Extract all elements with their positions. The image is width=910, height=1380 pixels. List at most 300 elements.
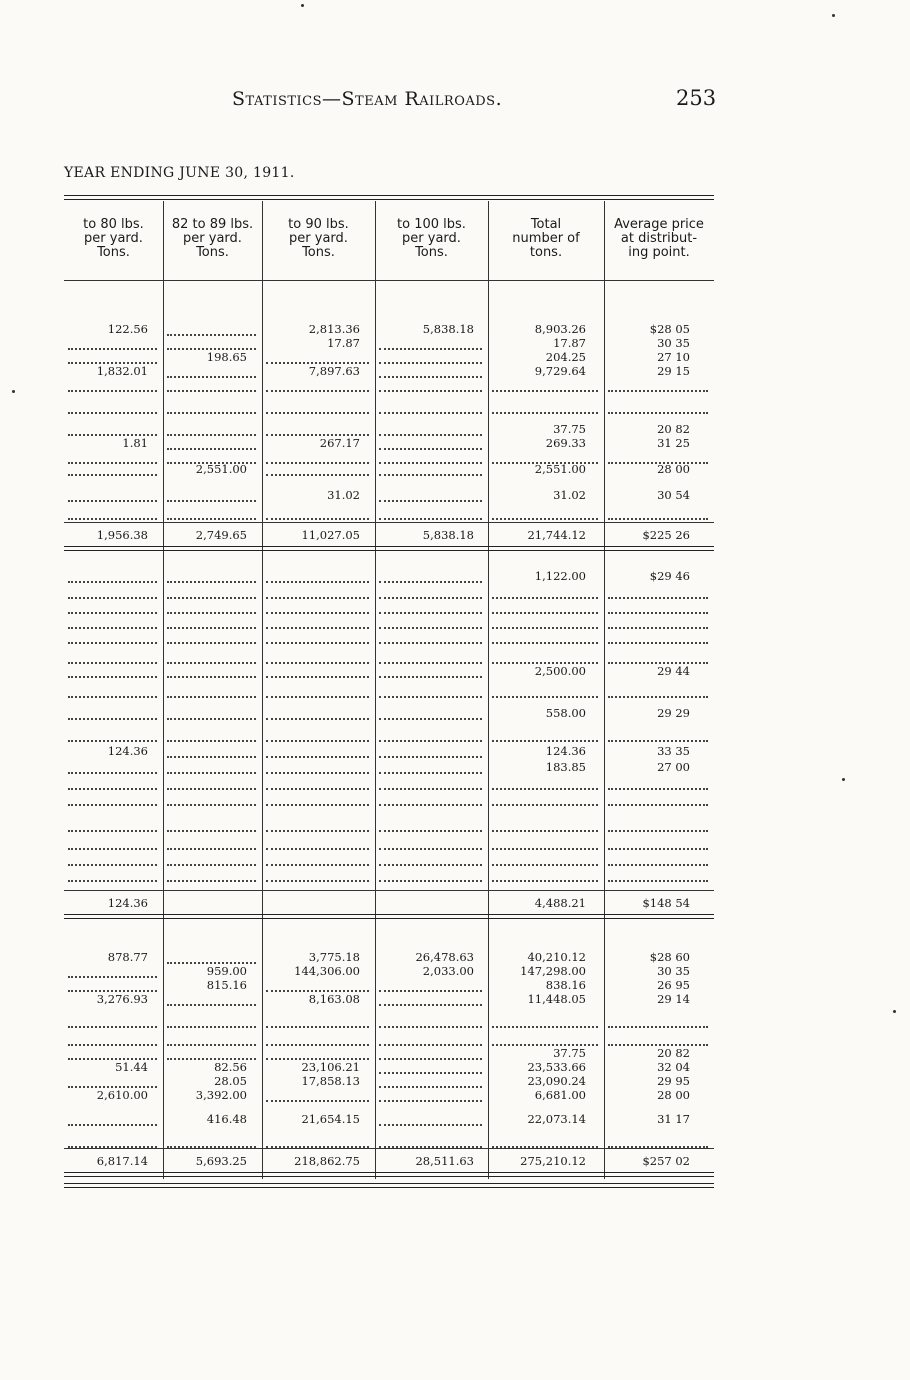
table-cell: 17.87 bbox=[327, 336, 360, 350]
printing-speck bbox=[832, 14, 835, 17]
table-cell: 26 95 bbox=[657, 978, 690, 992]
leader-dots bbox=[492, 508, 598, 520]
leader-dots bbox=[379, 778, 482, 790]
leader-dots bbox=[492, 1136, 598, 1148]
leader-dots bbox=[379, 352, 482, 364]
leader-dots bbox=[379, 632, 482, 644]
leader-dots bbox=[167, 730, 256, 742]
leader-dots bbox=[266, 1136, 369, 1148]
leader-dots bbox=[379, 730, 482, 742]
table-cell: 3,276.93 bbox=[96, 992, 148, 1006]
column-header-line: tons. bbox=[529, 245, 563, 260]
column-header-line: per yard. bbox=[289, 231, 348, 246]
total-cell: $257 02 bbox=[642, 1154, 690, 1168]
table-cell: 17,858.13 bbox=[301, 1074, 360, 1088]
leader-dots bbox=[167, 994, 256, 1006]
leader-dots bbox=[167, 571, 256, 583]
leader-dots bbox=[266, 352, 369, 364]
table-cell: 31 25 bbox=[657, 436, 690, 450]
leader-dots bbox=[379, 380, 482, 392]
table-cell: 2,500.00 bbox=[534, 664, 586, 678]
leader-dots bbox=[379, 617, 482, 629]
table-cell: 815.16 bbox=[206, 978, 247, 992]
leader-dots bbox=[379, 1076, 482, 1088]
leader-dots bbox=[608, 617, 708, 629]
table-cell: 3,775.18 bbox=[308, 950, 360, 964]
page-number: 253 bbox=[676, 86, 717, 110]
leader-dots bbox=[266, 464, 369, 476]
bottom-double-rule bbox=[64, 1183, 714, 1188]
leader-dots bbox=[167, 424, 256, 436]
leader-dots bbox=[167, 508, 256, 520]
column-header-line: to 80 lbs. bbox=[83, 217, 144, 232]
table-cell: 23,106.21 bbox=[301, 1060, 360, 1074]
leader-dots bbox=[167, 666, 256, 678]
column-header-line: per yard. bbox=[84, 231, 143, 246]
leader-dots bbox=[379, 571, 482, 583]
leader-dots bbox=[68, 632, 157, 644]
leader-dots bbox=[266, 1016, 369, 1028]
table-cell: 3,392.00 bbox=[195, 1088, 247, 1102]
leader-dots bbox=[266, 708, 369, 720]
leader-dots bbox=[492, 686, 598, 698]
top-double-rule bbox=[64, 195, 714, 200]
column-header bbox=[375, 218, 488, 260]
subtotal-double-rule bbox=[64, 546, 714, 551]
leader-dots bbox=[68, 1016, 157, 1028]
leader-dots bbox=[266, 730, 369, 742]
leader-dots bbox=[492, 632, 598, 644]
subtotal-rule bbox=[64, 522, 714, 523]
leader-dots bbox=[266, 778, 369, 790]
leader-dots bbox=[68, 464, 157, 476]
leader-dots bbox=[379, 980, 482, 992]
table-cell: 147,298.00 bbox=[520, 964, 586, 978]
leader-dots bbox=[379, 994, 482, 1006]
table-cell: 29 15 bbox=[657, 364, 690, 378]
leader-dots bbox=[68, 708, 157, 720]
total-cell: 11,027.05 bbox=[301, 528, 360, 542]
table-cell: 28.05 bbox=[214, 1074, 247, 1088]
leader-dots bbox=[608, 380, 708, 392]
leader-dots bbox=[68, 652, 157, 664]
leader-dots bbox=[68, 602, 157, 614]
table-cell: 269.33 bbox=[545, 436, 586, 450]
column-header-line: 82 to 89 lbs. bbox=[171, 217, 254, 232]
table-cell: 9,729.64 bbox=[534, 364, 586, 378]
leader-dots bbox=[68, 1114, 157, 1126]
leader-dots bbox=[167, 952, 256, 964]
leader-dots bbox=[492, 587, 598, 599]
leader-dots bbox=[379, 652, 482, 664]
leader-dots bbox=[68, 402, 157, 414]
leader-dots bbox=[167, 324, 256, 336]
leader-dots bbox=[167, 820, 256, 832]
leader-dots bbox=[266, 838, 369, 850]
table-cell: $28 05 bbox=[649, 322, 690, 336]
table-cell: 40,210.12 bbox=[527, 950, 586, 964]
table-cell: 82.56 bbox=[214, 1060, 247, 1074]
leader-dots bbox=[266, 452, 369, 464]
leader-dots bbox=[379, 854, 482, 866]
leader-dots bbox=[266, 571, 369, 583]
table-cell: 30 35 bbox=[657, 964, 690, 978]
column-header-line: Tons. bbox=[415, 245, 448, 260]
leader-dots bbox=[68, 794, 157, 806]
table-cell: 28 00 bbox=[657, 1088, 690, 1102]
leader-dots bbox=[608, 838, 708, 850]
leader-dots bbox=[379, 366, 482, 378]
leader-dots bbox=[167, 338, 256, 350]
leader-dots bbox=[68, 778, 157, 790]
leader-dots bbox=[379, 402, 482, 414]
total-cell: 2,749.65 bbox=[195, 528, 247, 542]
leader-dots bbox=[608, 1136, 708, 1148]
leader-dots bbox=[68, 980, 157, 992]
leader-dots bbox=[266, 508, 369, 520]
leader-dots bbox=[266, 762, 369, 774]
leader-dots bbox=[492, 838, 598, 850]
table-cell: 8,163.08 bbox=[308, 992, 360, 1006]
column-divider bbox=[604, 201, 605, 1179]
column-header-line: Tons. bbox=[302, 245, 335, 260]
leader-dots bbox=[167, 870, 256, 882]
leader-dots bbox=[167, 587, 256, 599]
leader-dots bbox=[266, 666, 369, 678]
column-header bbox=[64, 218, 163, 260]
leader-dots bbox=[492, 778, 598, 790]
leader-dots bbox=[68, 854, 157, 866]
printing-speck bbox=[301, 4, 304, 7]
leader-dots bbox=[167, 762, 256, 774]
table-cell: 838.16 bbox=[545, 978, 586, 992]
column-header-line: Total bbox=[530, 217, 562, 232]
table-cell: 204.25 bbox=[545, 350, 586, 364]
table-cell: 124.36 bbox=[545, 744, 586, 758]
table-cell: 29 44 bbox=[657, 664, 690, 678]
leader-dots bbox=[266, 652, 369, 664]
table-cell: 27 10 bbox=[657, 350, 690, 364]
leader-dots bbox=[379, 820, 482, 832]
leader-dots bbox=[379, 838, 482, 850]
leader-dots bbox=[379, 1062, 482, 1074]
column-header-line: to 90 lbs. bbox=[288, 217, 349, 232]
leader-dots bbox=[68, 490, 157, 502]
leader-dots bbox=[266, 686, 369, 698]
leader-dots bbox=[167, 1048, 256, 1060]
leader-dots bbox=[379, 338, 482, 350]
leader-dots bbox=[379, 1048, 482, 1060]
leader-dots bbox=[266, 380, 369, 392]
leader-dots bbox=[379, 602, 482, 614]
column-header bbox=[604, 218, 714, 260]
leader-dots bbox=[608, 686, 708, 698]
table-cell: 29 29 bbox=[657, 706, 690, 720]
table-cell: 28 00 bbox=[657, 462, 690, 476]
total-cell: 5,693.25 bbox=[195, 1154, 247, 1168]
table-cell: 1,832.01 bbox=[96, 364, 148, 378]
table-cell: 2,813.36 bbox=[308, 322, 360, 336]
leader-dots bbox=[379, 490, 482, 502]
table-cell: 267.17 bbox=[319, 436, 360, 450]
leader-dots bbox=[68, 338, 157, 350]
leader-dots bbox=[266, 746, 369, 758]
column-header-line: to 100 lbs. bbox=[397, 217, 466, 232]
table-cell: 1.81 bbox=[122, 436, 148, 450]
table-cell: 26,478.63 bbox=[415, 950, 474, 964]
leader-dots bbox=[379, 686, 482, 698]
column-header-line: Average price bbox=[614, 217, 704, 232]
leader-dots bbox=[492, 870, 598, 882]
leader-dots bbox=[68, 820, 157, 832]
leader-dots bbox=[608, 632, 708, 644]
table-cell: 959.00 bbox=[206, 964, 247, 978]
table-cell: 23,090.24 bbox=[527, 1074, 586, 1088]
leader-dots bbox=[379, 587, 482, 599]
leader-dots bbox=[68, 1034, 157, 1046]
column-header-line: Tons. bbox=[196, 245, 229, 260]
leader-dots bbox=[608, 587, 708, 599]
leader-dots bbox=[266, 632, 369, 644]
total-cell: 1,956.38 bbox=[96, 528, 148, 542]
column-header-line: Tons. bbox=[97, 245, 130, 260]
total-cell: 124.36 bbox=[107, 896, 148, 910]
running-head-title: Statistics—Steam Railroads. bbox=[232, 88, 503, 110]
leader-dots bbox=[68, 730, 157, 742]
leader-dots bbox=[492, 794, 598, 806]
leader-dots bbox=[266, 587, 369, 599]
table-cell: 17.87 bbox=[553, 336, 586, 350]
leader-dots bbox=[167, 617, 256, 629]
table-cell: 22,073.14 bbox=[527, 1112, 586, 1126]
leader-dots bbox=[68, 966, 157, 978]
leader-dots bbox=[68, 617, 157, 629]
leader-dots bbox=[608, 1034, 708, 1046]
table-cell: 31.02 bbox=[553, 488, 586, 502]
leader-dots bbox=[167, 1034, 256, 1046]
column-header-line: at distribut- bbox=[620, 231, 698, 246]
leader-dots bbox=[266, 1034, 369, 1046]
printing-speck bbox=[12, 390, 15, 393]
table-cell: 30 54 bbox=[657, 488, 690, 502]
subtotal-double-rule bbox=[64, 914, 714, 919]
table-cell: $29 46 bbox=[649, 569, 690, 583]
header-rule bbox=[64, 280, 714, 281]
column-divider bbox=[488, 201, 489, 1179]
leader-dots bbox=[167, 778, 256, 790]
total-cell: 4,488.21 bbox=[534, 896, 586, 910]
leader-dots bbox=[167, 838, 256, 850]
table-cell: 5,838.18 bbox=[422, 322, 474, 336]
total-cell: $148 54 bbox=[642, 896, 690, 910]
table-cell: 21,654.15 bbox=[301, 1112, 360, 1126]
table-cell: 2,033.00 bbox=[422, 964, 474, 978]
leader-dots bbox=[167, 632, 256, 644]
leader-dots bbox=[68, 762, 157, 774]
leader-dots bbox=[167, 794, 256, 806]
table-subtitle: YEAR ENDING JUNE 30, 1911. bbox=[64, 165, 295, 181]
leader-dots bbox=[266, 424, 369, 436]
subtotal-rule bbox=[64, 1148, 714, 1149]
leader-dots bbox=[68, 1136, 157, 1148]
table-cell: 198.65 bbox=[206, 350, 247, 364]
subtotal-rule bbox=[64, 890, 714, 891]
table-cell: 32 04 bbox=[657, 1060, 690, 1074]
column-header bbox=[163, 218, 262, 260]
table-cell: 27 00 bbox=[657, 760, 690, 774]
leader-dots bbox=[608, 778, 708, 790]
leader-dots bbox=[266, 1048, 369, 1060]
table-cell: 416.48 bbox=[206, 1112, 247, 1126]
table-cell: 2,551.00 bbox=[534, 462, 586, 476]
table-cell: 37.75 bbox=[553, 1046, 586, 1060]
table-cell: 2,551.00 bbox=[195, 462, 247, 476]
leader-dots bbox=[266, 980, 369, 992]
table-cell: 33 35 bbox=[657, 744, 690, 758]
leader-dots bbox=[266, 402, 369, 414]
leader-dots bbox=[68, 686, 157, 698]
table-cell: 51.44 bbox=[115, 1060, 148, 1074]
column-header bbox=[262, 218, 375, 260]
table-cell: 878.77 bbox=[107, 950, 148, 964]
table-cell: 558.00 bbox=[545, 706, 586, 720]
leader-dots bbox=[379, 424, 482, 436]
table-cell: 29 95 bbox=[657, 1074, 690, 1088]
leader-dots bbox=[68, 587, 157, 599]
leader-dots bbox=[492, 1034, 598, 1046]
leader-dots bbox=[167, 686, 256, 698]
leader-dots bbox=[492, 820, 598, 832]
column-divider bbox=[163, 201, 164, 1179]
column-header-line: per yard. bbox=[183, 231, 242, 246]
leader-dots bbox=[492, 617, 598, 629]
leader-dots bbox=[68, 452, 157, 464]
leader-dots bbox=[266, 794, 369, 806]
total-cell: 21,744.12 bbox=[527, 528, 586, 542]
leader-dots bbox=[379, 508, 482, 520]
leader-dots bbox=[379, 1136, 482, 1148]
leader-dots bbox=[379, 452, 482, 464]
leader-dots bbox=[608, 508, 708, 520]
leader-dots bbox=[492, 652, 598, 664]
column-divider bbox=[262, 201, 263, 1179]
leader-dots bbox=[608, 870, 708, 882]
total-cell: 6,817.14 bbox=[96, 1154, 148, 1168]
column-header-line: per yard. bbox=[402, 231, 461, 246]
printing-speck bbox=[842, 778, 845, 781]
table-cell: 11,448.05 bbox=[527, 992, 586, 1006]
table-cell: 2,610.00 bbox=[96, 1088, 148, 1102]
total-cell: 275,210.12 bbox=[520, 1154, 586, 1168]
total-cell: 28,511.63 bbox=[415, 1154, 474, 1168]
total-cell: 218,862.75 bbox=[294, 1154, 360, 1168]
leader-dots bbox=[379, 464, 482, 476]
leader-dots bbox=[266, 854, 369, 866]
leader-dots bbox=[379, 1114, 482, 1126]
total-cell: $225 26 bbox=[642, 528, 690, 542]
subtotal-double-rule bbox=[64, 1172, 714, 1177]
table-cell: 23,533.66 bbox=[527, 1060, 586, 1074]
leader-dots bbox=[266, 820, 369, 832]
leader-dots bbox=[68, 1076, 157, 1088]
column-divider bbox=[375, 201, 376, 1179]
leader-dots bbox=[167, 708, 256, 720]
leader-dots bbox=[492, 402, 598, 414]
leader-dots bbox=[167, 652, 256, 664]
table-cell: 29 14 bbox=[657, 992, 690, 1006]
leader-dots bbox=[492, 730, 598, 742]
leader-dots bbox=[379, 794, 482, 806]
leader-dots bbox=[379, 1034, 482, 1046]
leader-dots bbox=[608, 854, 708, 866]
leader-dots bbox=[379, 1016, 482, 1028]
leader-dots bbox=[167, 490, 256, 502]
table-cell: 20 82 bbox=[657, 422, 690, 436]
leader-dots bbox=[492, 380, 598, 392]
table-cell: 144,306.00 bbox=[294, 964, 360, 978]
leader-dots bbox=[608, 402, 708, 414]
leader-dots bbox=[379, 708, 482, 720]
leader-dots bbox=[167, 366, 256, 378]
column-header-line: number of bbox=[512, 231, 580, 246]
leader-dots bbox=[608, 1016, 708, 1028]
table-cell: 1,122.00 bbox=[534, 569, 586, 583]
leader-dots bbox=[379, 870, 482, 882]
leader-dots bbox=[608, 652, 708, 664]
printing-speck bbox=[893, 1010, 896, 1013]
leader-dots bbox=[608, 820, 708, 832]
table-cell: 183.85 bbox=[545, 760, 586, 774]
total-cell: 5,838.18 bbox=[422, 528, 474, 542]
leader-dots bbox=[492, 854, 598, 866]
leader-dots bbox=[167, 746, 256, 758]
leader-dots bbox=[379, 762, 482, 774]
leader-dots bbox=[68, 666, 157, 678]
leader-dots bbox=[167, 380, 256, 392]
leader-dots bbox=[608, 602, 708, 614]
leader-dots bbox=[492, 1016, 598, 1028]
leader-dots bbox=[167, 1136, 256, 1148]
table-cell: 31.02 bbox=[327, 488, 360, 502]
table-cell: $28 60 bbox=[649, 950, 690, 964]
column-header bbox=[488, 218, 604, 260]
leader-dots bbox=[68, 870, 157, 882]
leader-dots bbox=[379, 1090, 482, 1102]
leader-dots bbox=[266, 602, 369, 614]
leader-dots bbox=[379, 438, 482, 450]
table-cell: 8,903.26 bbox=[534, 322, 586, 336]
table-cell: 20 82 bbox=[657, 1046, 690, 1060]
leader-dots bbox=[167, 1016, 256, 1028]
leader-dots bbox=[608, 730, 708, 742]
leader-dots bbox=[167, 402, 256, 414]
table-cell: 122.56 bbox=[107, 322, 148, 336]
table-cell: 31 17 bbox=[657, 1112, 690, 1126]
leader-dots bbox=[167, 602, 256, 614]
table-cell: 7,897.63 bbox=[308, 364, 360, 378]
leader-dots bbox=[167, 854, 256, 866]
leader-dots bbox=[68, 380, 157, 392]
column-header-line: ing point. bbox=[628, 245, 690, 260]
leader-dots bbox=[379, 666, 482, 678]
leader-dots bbox=[266, 870, 369, 882]
leader-dots bbox=[68, 1048, 157, 1060]
leader-dots bbox=[68, 838, 157, 850]
leader-dots bbox=[68, 571, 157, 583]
leader-dots bbox=[266, 617, 369, 629]
table-cell: 30 35 bbox=[657, 336, 690, 350]
leader-dots bbox=[68, 508, 157, 520]
